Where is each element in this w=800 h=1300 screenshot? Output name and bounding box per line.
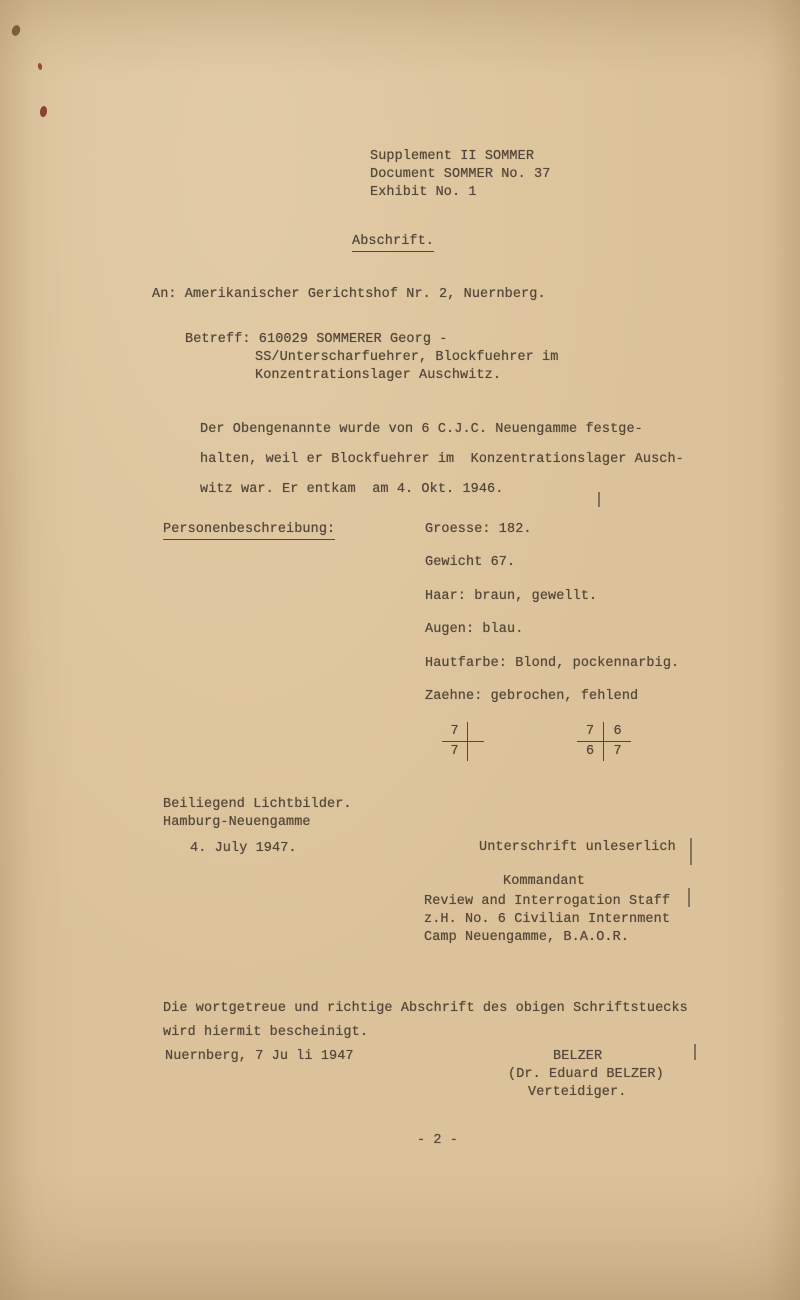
body-line-3: witz war. Er entkam am 4. Okt. 1946. bbox=[200, 482, 504, 497]
stray-margin-mark-1 bbox=[690, 838, 692, 865]
subject-line-3: Konzentrationslager Auschwitz. bbox=[255, 368, 502, 383]
header-document-no: Document SOMMER No. 37 bbox=[370, 167, 551, 182]
description-item-gewicht: Gewicht 67. bbox=[425, 555, 516, 570]
scan-speck-red-small bbox=[37, 63, 42, 71]
tooth-number: 7 bbox=[577, 722, 604, 742]
signature-org-3: Camp Neuengamme, B.A.O.R. bbox=[424, 930, 630, 945]
header-supplement: Supplement II SOMMER bbox=[370, 149, 535, 164]
description-item-hautfarbe: Hautfarbe: Blond, pockennarbig. bbox=[425, 656, 680, 671]
description-item-groesse: Groesse: 182. bbox=[425, 522, 532, 537]
certification-place-date: Nuernberg, 7 Ju li 1947 bbox=[165, 1049, 354, 1064]
scan-speck-red-large bbox=[39, 106, 47, 118]
stray-ink-mark bbox=[598, 492, 600, 507]
stray-margin-mark-3 bbox=[694, 1044, 696, 1060]
page-number: - 2 - bbox=[417, 1133, 459, 1148]
tooth-number: 6 bbox=[577, 742, 604, 761]
subject-line-1: Betreff: 610029 SOMMERER Georg - bbox=[185, 332, 448, 347]
dental-cell-empty bbox=[468, 742, 484, 761]
enclosure-line-2: Hamburg-Neuengamme bbox=[163, 815, 311, 830]
signature-org-2: z.H. No. 6 Civilian Internment bbox=[424, 912, 671, 927]
addressee-line: An: Amerikanischer Gerichtshof Nr. 2, Nuernberg. bbox=[152, 287, 546, 302]
subject-line-2: SS/Unterscharfuehrer, Blockfuehrer im bbox=[255, 350, 559, 365]
date-line: 4. July 1947. bbox=[190, 841, 297, 856]
certifier-name: BELZER bbox=[553, 1049, 603, 1064]
tooth-number: 7 bbox=[613, 744, 622, 759]
signature-org-1: Review and Interrogation Staff bbox=[424, 894, 671, 909]
dental-notation-left bbox=[442, 722, 484, 761]
description-item-zaehne: Zaehne: gebrochen, fehlend bbox=[425, 689, 639, 704]
certification-line-1: Die wortgetreue und richtige Abschrift des obigen Schriftstuecks bbox=[163, 1001, 688, 1016]
description-item-haar: Haar: braun, gewellt. bbox=[425, 589, 598, 604]
certifier-role: Verteidiger. bbox=[528, 1085, 627, 1100]
body-line-2: halten, weil er Blockfuehrer im Konzentrationslager Ausch- bbox=[200, 452, 684, 467]
body-line-1: Der Obengenannte wurde von 6 C.J.C. Neuengamme festge- bbox=[200, 422, 643, 437]
stray-margin-mark-2 bbox=[688, 888, 690, 907]
signature-illegible-note: Unterschrift unleserlich bbox=[479, 840, 676, 855]
header-exhibit-no: Exhibit No. 1 bbox=[370, 185, 477, 200]
personal-description-label: Personenbeschreibung: bbox=[163, 521, 335, 540]
tooth-number: 6 bbox=[604, 722, 631, 742]
scan-speck-dark bbox=[10, 24, 21, 37]
signature-title: Kommandant bbox=[503, 874, 586, 889]
certification-line-2: wird hiermit bescheinigt. bbox=[163, 1025, 369, 1040]
tooth-number: 7 bbox=[442, 742, 468, 761]
tooth-number: 7 bbox=[442, 722, 468, 742]
dental-notation-right bbox=[577, 722, 631, 761]
certifier-full-name: (Dr. Eduard BELZER) bbox=[508, 1067, 664, 1082]
description-item-augen: Augen: blau. bbox=[425, 622, 524, 637]
enclosure-line-1: Beiliegend Lichtbilder. bbox=[163, 797, 352, 812]
dental-cell-empty bbox=[468, 722, 484, 742]
abschrift-title: Abschrift. bbox=[352, 233, 434, 252]
